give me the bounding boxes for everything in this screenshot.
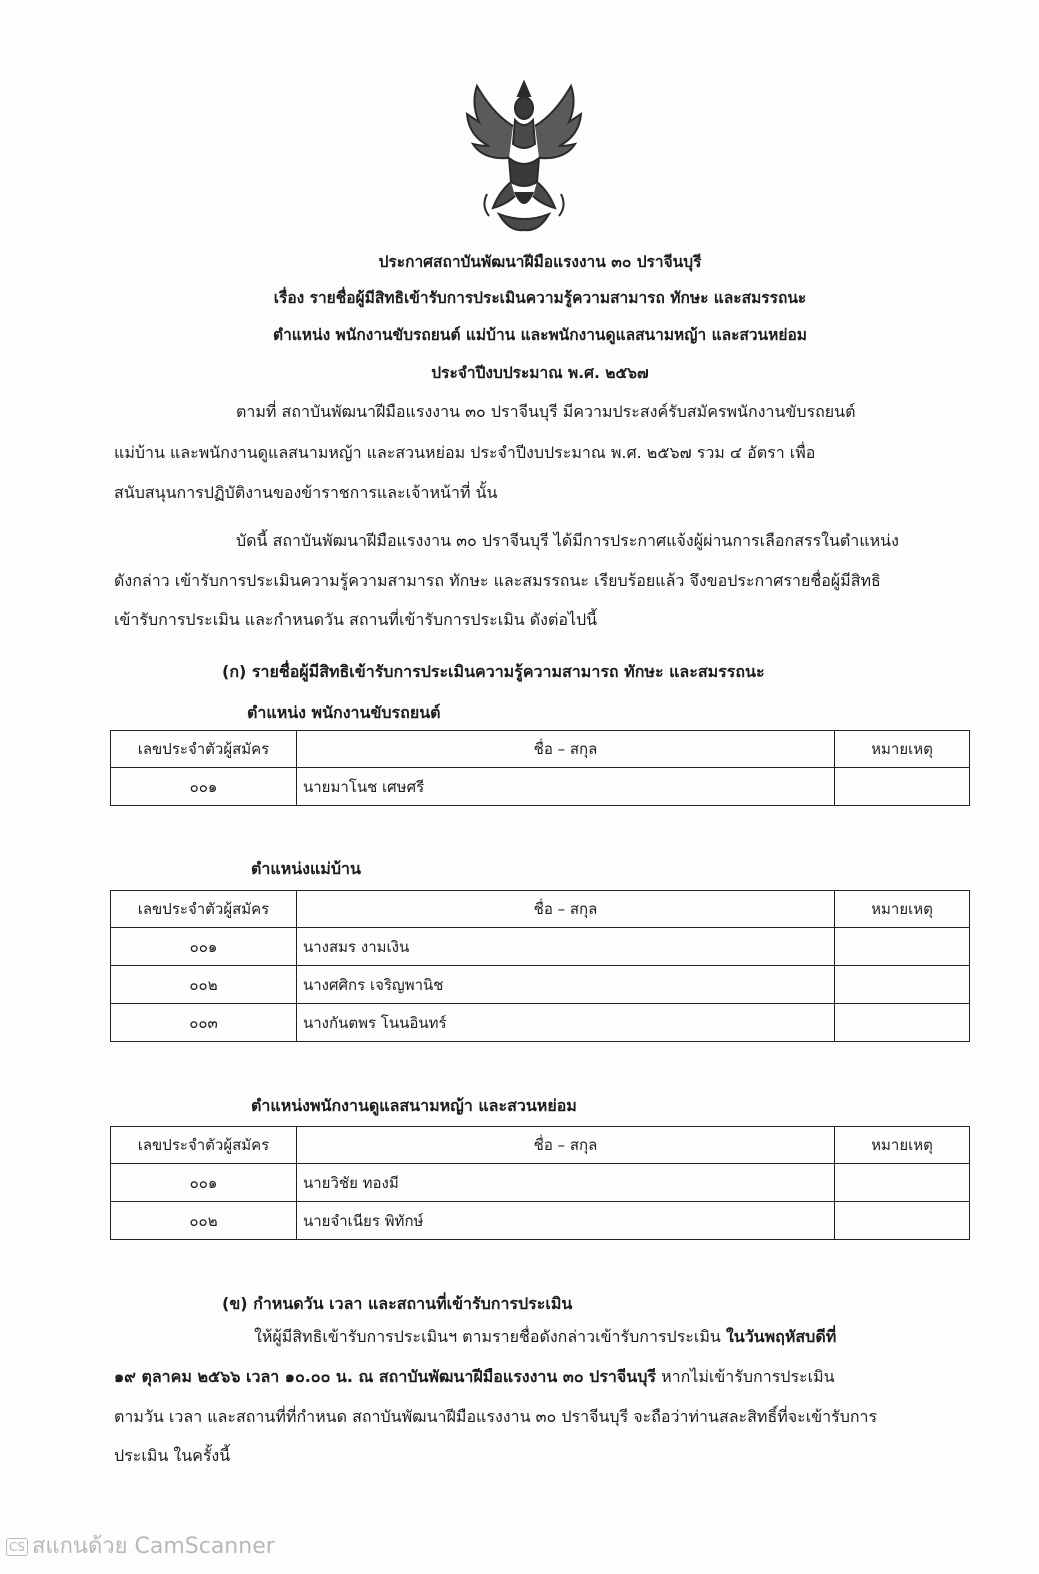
applicant-name: นายวิชัย ทองมี [297, 1164, 835, 1202]
schedule-day: ในวันพฤหัสบดีที่ [725, 1327, 837, 1346]
applicant-id: ๐๐๒ [111, 966, 297, 1004]
announcement-title: ประกาศสถาบันพัฒนาฝีมือแรงงาน ๓๐ ปราจีนบุรี [378, 253, 702, 271]
col-header-id: เลขประจำตัวผู้สมัคร [111, 891, 297, 928]
table-row [111, 928, 970, 966]
applicant-id: ๐๐๒ [111, 1202, 297, 1240]
announcement-line-1: บัดนี้ สถาบันพัฒนาฝีมือแรงงาน ๓๐ ปราจีนบุรี ได้มีการประกาศแจ้งผู้ผ่านการเลือกสรรในตำแหน่ง [236, 531, 899, 550]
applicant-name: นางศศิกร เจริญพานิช [297, 966, 835, 1004]
applicant-id: ๐๐๑ [111, 1164, 297, 1202]
applicant-id: ๐๐๑ [111, 928, 297, 966]
announcement-subject: เรื่อง รายชื่อผู้มีสิทธิเข้ารับการประเมินความรู้ความสามารถ ทักษะ และสมรรถนะ [273, 289, 807, 307]
applicant-note [835, 1004, 970, 1042]
garuda-emblem [463, 74, 585, 234]
section-b-title: (ข) กำหนดวัน เวลา และสถานที่เข้ารับการประเมิน [222, 1294, 573, 1313]
driver-table [110, 730, 970, 806]
col-header-note: หมายเหตุ [835, 1127, 970, 1164]
applicant-id: ๐๐๓ [111, 1004, 297, 1042]
schedule-line-4: ประเมิน ในครั้งนี้ [114, 1446, 231, 1465]
schedule-date-time-place: ๑๙ ตุลาคม ๒๕๖๖ เวลา ๑๐.๐๐ น. ณ สถาบันพัฒนาฝีมือแรงงาน ๓๐ ปราจีนบุรี [114, 1367, 656, 1386]
group-housekeeper-title: ตำแหน่งแม่บ้าน [251, 859, 361, 878]
announcement-positions: ตำแหน่ง พนักงานขับรถยนต์ แม่บ้าน และพนักงานดูแลสนามหญ้า และสวนหย่อม [273, 326, 807, 344]
announcement-fiscal-year: ประจำปีงบประมาณ พ.ศ. ๒๕๖๗ [431, 364, 649, 382]
camscanner-logo-icon: CS [6, 1538, 28, 1556]
announcement-line-3: เข้ารับการประเมิน และกำหนดวัน สถานที่เข้ารับการประเมิน ดังต่อไปนี้ [114, 610, 598, 629]
table-row [111, 1164, 970, 1202]
applicant-note [835, 768, 970, 806]
col-header-id: เลขประจำตัวผู้สมัคร [111, 731, 297, 768]
camscanner-watermark [6, 1528, 275, 1563]
applicant-note [835, 928, 970, 966]
table-row [111, 1202, 970, 1240]
applicant-note [835, 1202, 970, 1240]
intro-line-1: ตามที่ สถาบันพัฒนาฝีมือแรงงาน ๓๐ ปราจีนบุรี มีความประสงค์รับสมัครพนักงานขับรถยนต์ [236, 402, 856, 421]
schedule-line-2 [114, 1369, 966, 1385]
applicant-name: นางสมร งามเงิน [297, 928, 835, 966]
table-row [111, 768, 970, 806]
table-header-row [111, 891, 970, 928]
camscanner-text: สแกนด้วย CamScanner [32, 1534, 275, 1559]
table-row [111, 966, 970, 1004]
announcement-line-2: ดังกล่าว เข้ารับการประเมินความรู้ความสามารถ ทักษะ และสมรรถนะ เรียบร้อยแล้ว จึงขอประกาศรายชื่อผู้มีสิทธิ [114, 571, 881, 590]
table-header-row [111, 1127, 970, 1164]
table-row [111, 1004, 970, 1042]
schedule-line-1 [254, 1329, 966, 1345]
col-header-note: หมายเหตุ [835, 731, 970, 768]
col-header-name: ชื่อ – สกุล [297, 891, 835, 928]
schedule-line-3: ตามวัน เวลา และสถานที่ที่กำหนด สถาบันพัฒนาฝีมือแรงงาน ๓๐ ปราจีนบุรี จะถือว่าท่านสละสิทธิ์ที่จะเข้ารับการ [114, 1407, 878, 1426]
col-header-name: ชื่อ – สกุล [297, 731, 835, 768]
table-header-row [111, 731, 970, 768]
group-driver-title: ตำแหน่ง พนักงานขับรถยนต์ [247, 703, 441, 722]
applicant-name: นางกันตพร โนนอินทร์ [297, 1004, 835, 1042]
col-header-note: หมายเหตุ [835, 891, 970, 928]
applicant-name: นายมาโนช เศษศรี [297, 768, 835, 806]
applicant-note [835, 966, 970, 1004]
col-header-id: เลขประจำตัวผู้สมัคร [111, 1127, 297, 1164]
intro-line-2: แม่บ้าน และพนักงานดูแลสนามหญ้า และสวนหย่อม ประจำปีงบประมาณ พ.ศ. ๒๕๖๗ รวม ๔ อัตรา เพื่อ [114, 443, 816, 462]
housekeeper-table [110, 890, 970, 1042]
intro-line-3: สนับสนุนการปฏิบัติงานของข้าราชการและเจ้าหน้าที่ นั้น [114, 483, 498, 502]
col-header-name: ชื่อ – สกุล [297, 1127, 835, 1164]
applicant-name: นายจำเนียร พิทักษ์ [297, 1202, 835, 1240]
section-a-title: (ก) รายชื่อผู้มีสิทธิเข้ารับการประเมินความรู้ความสามารถ ทักษะ และสมรรถนะ [222, 662, 765, 681]
group-gardener-title: ตำแหน่งพนักงานดูแลสนามหญ้า และสวนหย่อม [251, 1096, 577, 1115]
schedule-line-1-text: ให้ผู้มีสิทธิเข้ารับการประเมินฯ ตามรายชื่อดังกล่าวเข้ารับการประเมิน [254, 1327, 726, 1346]
schedule-line-2-text: หากไม่เข้ารับการประเมิน [655, 1367, 835, 1386]
gardener-table [110, 1126, 970, 1240]
applicant-id: ๐๐๑ [111, 768, 297, 806]
applicant-note [835, 1164, 970, 1202]
